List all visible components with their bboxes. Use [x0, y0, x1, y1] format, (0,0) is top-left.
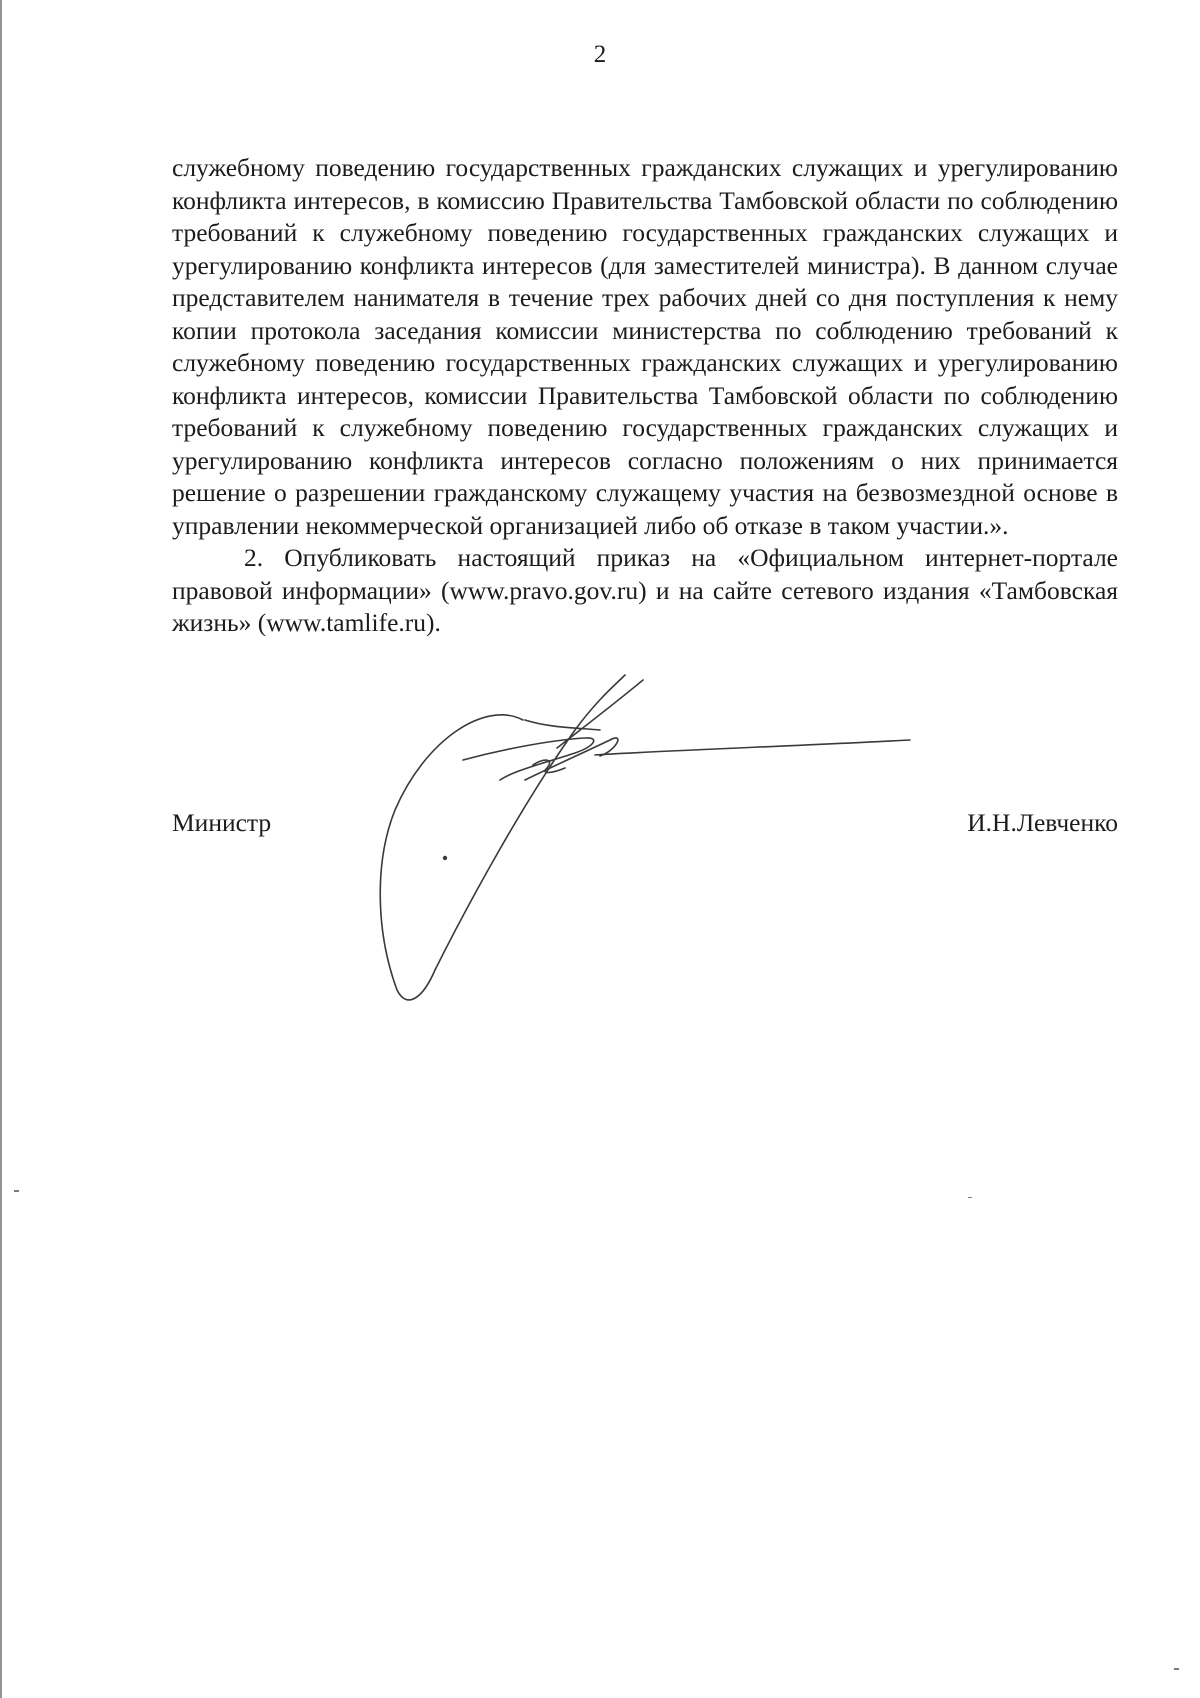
signer-name: И.Н.Левченко [967, 808, 1118, 837]
paragraph-item-2: 2. Опубликовать настоящий приказ на «Официальном интернет-портале правовой информации» (www.pravo.gov.ru) и на сайте сетевого издания «Тамбовская жизнь» (www.tamlife.ru). [172, 543, 1118, 637]
page-number: 2 [593, 41, 607, 68]
scan-speck [1174, 1668, 1179, 1670]
document-body [172, 152, 1118, 640]
paragraph-continuation: служебному поведению государственных гражданских служащих и урегулированию конфликта интересов, в комиссию Правительства Тамбовской области по соблюдению требований к служебному поведению государственных гражданских служащих и урегулированию конфликта интересов (для заместителей министра). В данном случае представителем нанимателя в течение трех рабочих дней со дня поступления к нему копии протокола заседания комиссии министерства по соблюдению требований к служебному поведению государственных гражданских служащих и урегулированию конфликта интересов, комиссии Правительства Тамбовской области по соблюдению требований к служебному поведению государственных гражданских служащих и урегулированию конфликта интересов согласно положениям о них принимается решение о разрешении гражданскому служащему участия на безвозмездной основе в управлении некоммерческой организацией либо об отказе в таком участии.». [172, 153, 1118, 540]
signer-title: Министр [172, 808, 272, 837]
handwritten-signature-icon [375, 670, 935, 1010]
page-left-edge [0, 0, 2, 1698]
scan-speck [968, 1197, 972, 1198]
scan-speck [14, 1190, 19, 1192]
